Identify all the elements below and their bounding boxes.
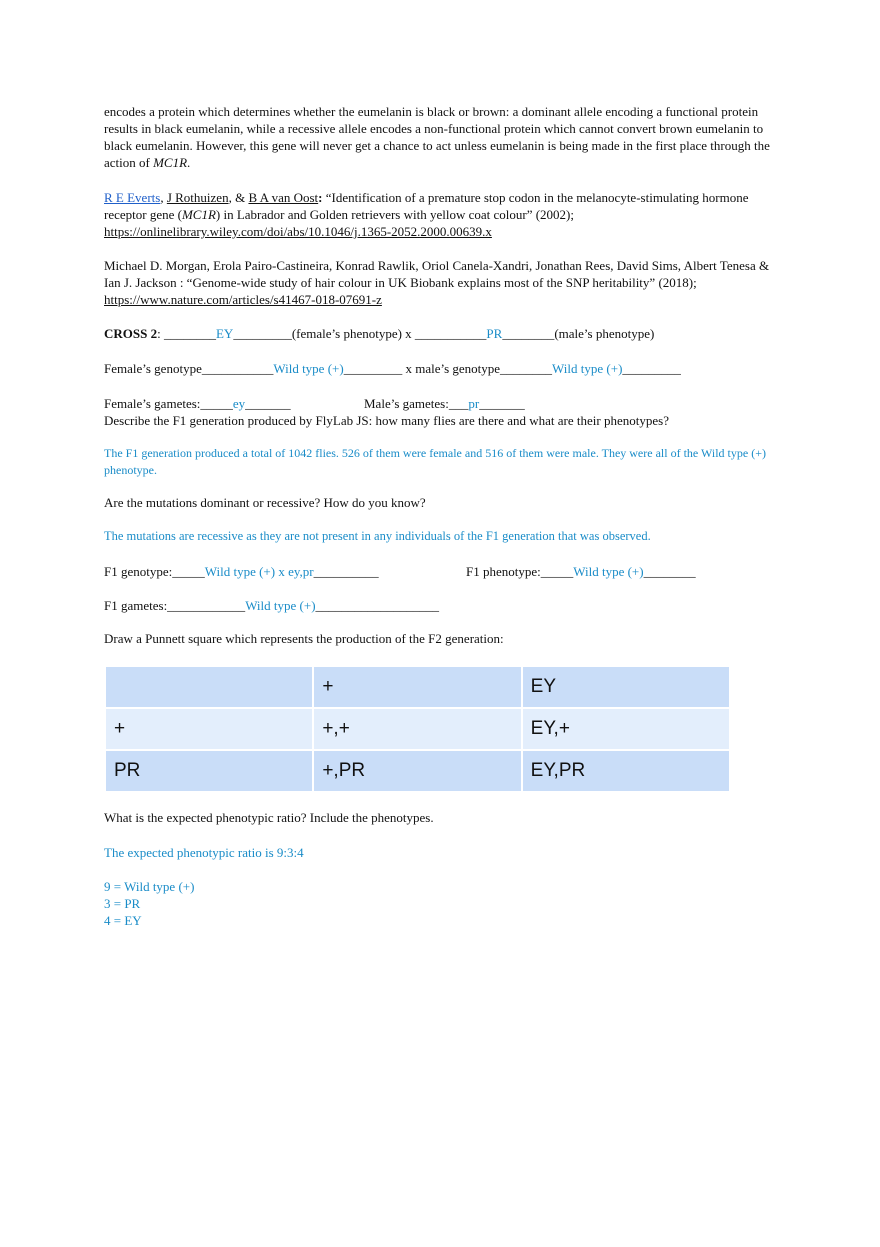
reference-url[interactable]: https://www.nature.com/articles/s41467-018-07691-z [104, 292, 382, 307]
author-link[interactable]: J Rothuizen [166, 190, 229, 205]
punnett-cell: EY,+ [522, 708, 730, 750]
question-f1: Describe the F1 generation produced by FlyLab JS: how many flies are there and what are their phenotypes? [104, 413, 669, 428]
punnett-cell: + [105, 708, 313, 750]
reference-url[interactable]: https://onlinelibrary.wiley.com/doi/abs/10.1046/j.1365-2052.2000.00639.x [104, 224, 492, 239]
reference-1: R E Everts, J Rothuizen, & B A van Oost: “Identification of a premature stop codon in the melanocyte‑stimulating hormone receptor gene (MC1R) in Labrador and Golden retrievers with yellow coat colour” (2002); https://onlinelibrary.wiley.com/doi/abs/10.1046/j.1365-2052.2000.00639.x [104, 190, 749, 239]
author-link[interactable]: R E Everts [104, 190, 161, 205]
question-ratio: What is the expected phenotypic ratio? Include the phenotypes. [104, 810, 434, 825]
answer-ratio: The expected phenotypic ratio is 9:3:4 [104, 845, 304, 860]
author-link[interactable]: B A van Oost [248, 190, 319, 205]
ratio-item: 4 = EY [104, 913, 142, 928]
punnett-cell: EY,PR [522, 750, 730, 792]
ratio-item: 3 = PR [104, 896, 141, 911]
answer-dominance: The mutations are recessive as they are not present in any individuals of the F1 generation that was observed. [104, 529, 651, 543]
punnett-cell: EY [522, 666, 730, 708]
punnett-cell: +,PR [313, 750, 521, 792]
f1-gametes-line: F1 gametes:____________Wild type (+)___________________ [104, 598, 440, 613]
intro-paragraph: encodes a protein which determines whether the eumelanin is black or brown: a dominant allele encoding a functional protein results in black eumelanin, while a recessive allele encodes a non-functional protein which cannot convert brown eumelanin to black eumelanin. However, this gene will never get a chance to act unless eumelanin is being made in the first place through the action of MC1R. [104, 104, 770, 170]
answer-f1: The F1 generation produced a total of 1042 flies. 526 of them were female and 516 of them were male. They were all of the Wild type (+) phenotype. [104, 446, 766, 477]
question-dominance: Are the mutations dominant or recessive? How do you know? [104, 495, 426, 510]
punnett-cell: +,+ [313, 708, 521, 750]
question-punnett: Draw a Punnett square which represents the production of the F2 generation: [104, 631, 504, 646]
punnett-cell: PR [105, 750, 313, 792]
f1-genotype-line: F1 genotype:_____Wild type (+) x ey,pr__________ F1 phenotype:_____Wild type (+)________ [104, 564, 696, 579]
reference-2: Michael D. Morgan, Erola Pairo-Castineira, Konrad Rawlik, Oriol Canela-Xandri, Jonathan Rees, David Sims, Albert Tenesa & Ian J. Jackson : “Genome-wide study of hair colour in UK Biobank explains most of the SNP heritability” (2018); https://www.nature.com/articles/s41467-018-07691-z [104, 258, 770, 307]
genotype-line: Female’s genotype___________Wild type (+)_________ x male’s genotype________Wild type (+)_________ [104, 361, 681, 376]
ratio-list [104, 878, 774, 929]
male-gametes: Male’s gametes:___pr_______ [364, 396, 525, 411]
punnett-cell [105, 666, 313, 708]
punnett-cell: + [313, 666, 521, 708]
ratio-item: 9 = Wild type (+) [104, 879, 195, 894]
gametes-line: Female’s gametes:_____ey_______ Male’s gametes:___pr_______ [104, 396, 525, 411]
punnett-square [104, 665, 731, 793]
f1-phenotype: F1 phenotype:_____Wild type (+)________ [466, 564, 696, 579]
cross-line: CROSS 2: ________EY_________(female’s phenotype) x ___________PR________(male’s phenotype) [104, 326, 655, 341]
